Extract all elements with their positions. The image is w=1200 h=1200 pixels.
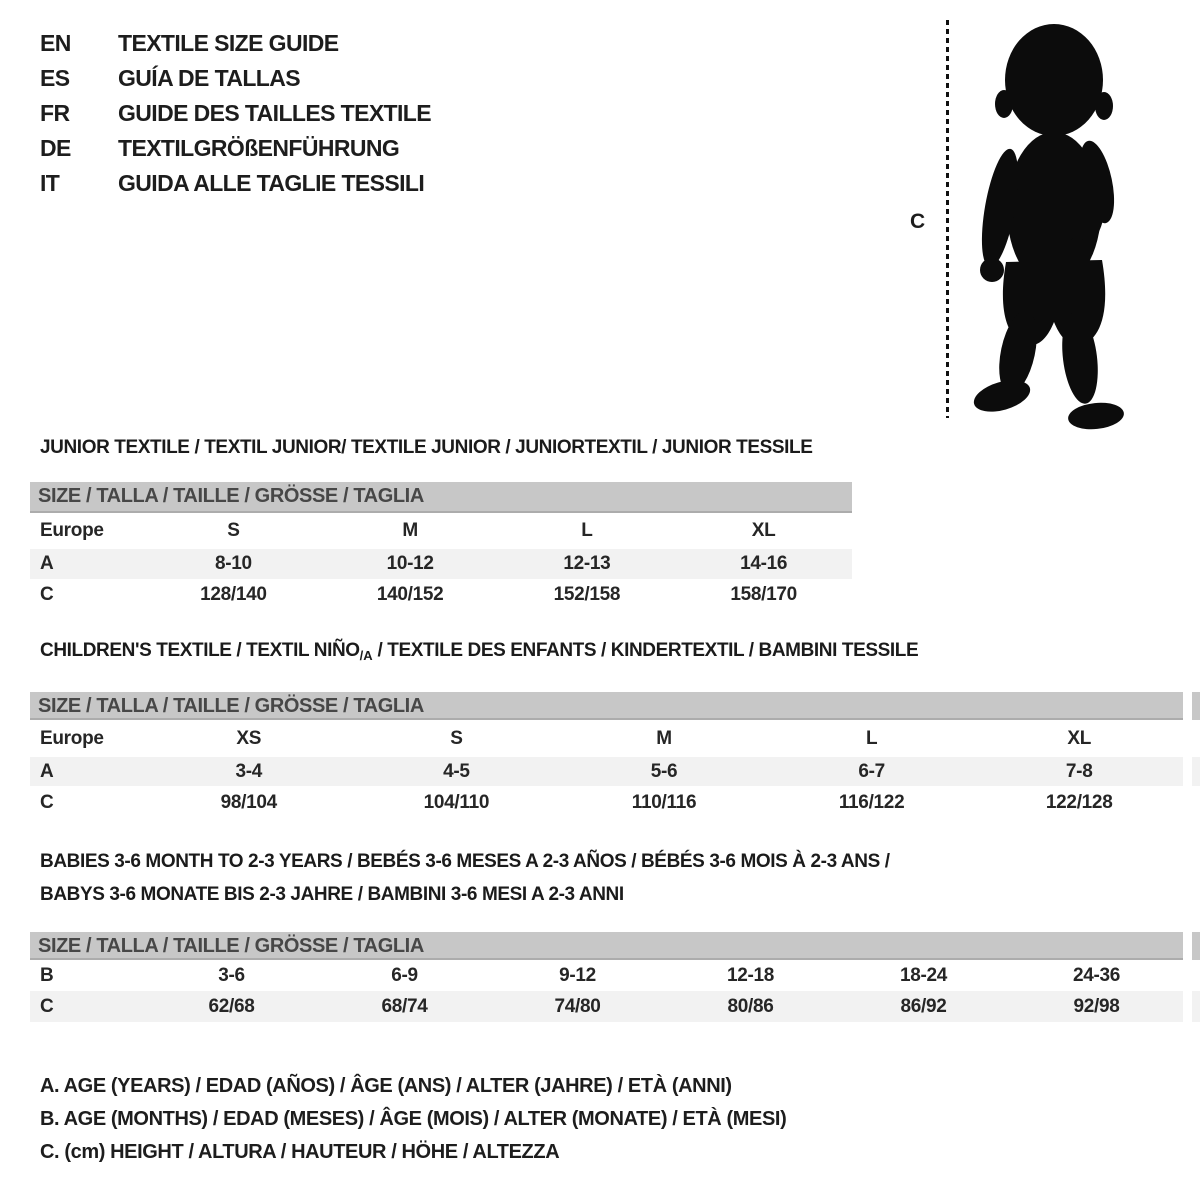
language-row-es [40, 61, 431, 96]
height-measure-line [946, 20, 949, 418]
height-cell: 80/86 [727, 995, 774, 1017]
size-cell: XS [236, 727, 262, 749]
size-cell: XL [751, 520, 776, 541]
month-cell: 18-24 [899, 964, 948, 986]
language-title-block [40, 26, 431, 201]
age-cell: 3-4 [235, 760, 263, 782]
height-cell: 104/110 [423, 792, 490, 813]
size-cell: M [402, 520, 418, 541]
children-section-title [40, 640, 918, 662]
children-title-prefix: CHILDREN'S TEXTILE / TEXTIL NIÑO [40, 640, 360, 661]
size-cell: L [865, 727, 878, 749]
age-cell: 12-13 [563, 553, 611, 574]
table-row-months [30, 960, 1183, 991]
height-cell: 116/122 [838, 792, 905, 813]
language-title: TEXTILGRÖßENFÜHRUNG [118, 135, 400, 161]
row-label: C [40, 792, 54, 813]
month-cell: 9-12 [559, 964, 596, 986]
row-label: Europe [40, 520, 104, 541]
table-row-age [30, 757, 1183, 786]
row-label: B [40, 964, 54, 986]
month-cell: 3-6 [218, 964, 245, 986]
row-label: A [40, 553, 54, 574]
language-row-fr [40, 96, 431, 131]
height-cell: 140/152 [376, 584, 444, 605]
month-cell: 12-18 [726, 964, 775, 986]
size-cell: S [227, 520, 240, 541]
month-cell: 6-9 [391, 964, 418, 986]
height-cell: 128/140 [200, 584, 267, 605]
babies-title-line1: BABIES 3-6 MONTH TO 2-3 YEARS / BEBÉS 3-6 MESES A 2-3 AÑOS / BÉBÉS 3-6 MOIS À 2-3 ANS / [40, 851, 890, 872]
age-cell: 6-7 [858, 760, 885, 782]
language-code: IT [40, 170, 60, 196]
table-edge-fragment [1192, 991, 1200, 1022]
table-edge-fragment [1192, 757, 1200, 786]
junior-section-title: JUNIOR TEXTILE / TEXTIL JUNIOR/ TEXTILE JUNIOR / JUNIORTEXTIL / JUNIOR TESSILE [40, 437, 813, 458]
month-cell: 24-36 [1072, 964, 1121, 986]
size-header-bar: SIZE / TALLA / TAILLE / GRÖSSE / TAGLIA [30, 482, 852, 513]
language-code: DE [40, 135, 71, 161]
legend-line-c: C. (cm) HEIGHT / ALTURA / HAUTEUR / HÖHE / ALTEZZA [40, 1141, 560, 1163]
legend-line-b: B. AGE (MONTHS) / EDAD (MESES) / ÂGE (MOIS) / ALTER (MONATE) / ETÀ (MESI) [40, 1108, 787, 1130]
table-row-europe [30, 720, 1183, 757]
table-edge-fragment [1192, 692, 1200, 720]
language-code: ES [40, 65, 70, 91]
language-code: FR [40, 100, 70, 126]
language-row-en [40, 26, 431, 61]
row-label: Europe [40, 727, 104, 749]
height-cell: 62/68 [208, 995, 255, 1017]
age-cell: 14-16 [740, 553, 788, 574]
babies-section-title [40, 845, 890, 911]
table-row-height [30, 991, 1183, 1022]
height-cell: 74/80 [554, 995, 601, 1017]
height-cell: 158/170 [730, 584, 797, 605]
row-label: A [40, 760, 54, 782]
table-edge-fragment [1192, 932, 1200, 960]
table-row-age [30, 549, 852, 579]
size-cell: M [656, 727, 672, 749]
age-cell: 4-5 [443, 760, 470, 782]
size-header-bar: SIZE / TALLA / TAILLE / GRÖSSE / TAGLIA [30, 692, 1183, 720]
age-cell: 8-10 [214, 553, 252, 574]
language-title: TEXTILE SIZE GUIDE [118, 30, 339, 56]
height-cell: 122/128 [1045, 792, 1113, 813]
language-row-it [40, 166, 431, 201]
row-label: C [40, 584, 54, 605]
age-cell: 10-12 [386, 553, 434, 574]
children-title-sub: /A [359, 648, 373, 663]
size-cell: L [581, 520, 593, 541]
height-cell: 152/158 [553, 584, 621, 605]
height-cell: 92/98 [1073, 995, 1120, 1017]
size-cell: S [450, 727, 463, 749]
height-measure-label: C [910, 210, 926, 233]
language-row-de [40, 131, 431, 166]
babies-title-line2: BABYS 3-6 MONATE BIS 2-3 JAHRE / BAMBINI 3-6 MESI A 2-3 ANNI [40, 884, 624, 905]
babies-size-table [30, 932, 1183, 1022]
height-cell: 110/116 [631, 792, 697, 813]
language-title: GUIDE DES TAILLES TEXTILE [118, 100, 431, 126]
language-title: GUÍA DE TALLAS [118, 65, 300, 91]
legend-line-a: A. AGE (YEARS) / EDAD (AÑOS) / ÂGE (ANS) / ALTER (JAHRE) / ETÀ (ANNI) [40, 1075, 732, 1097]
children-size-table [30, 692, 1183, 820]
language-title: GUIDA ALLE TAGLIE TESSILI [118, 170, 425, 196]
size-cell: XL [1067, 727, 1092, 749]
height-cell: 98/104 [220, 792, 277, 813]
height-cell: 86/92 [900, 995, 947, 1017]
table-row-height [30, 579, 852, 611]
children-title-suffix: / TEXTILE DES ENFANTS / KINDERTEXTIL / BAMBINI TESSILE [372, 640, 919, 661]
language-code: EN [40, 30, 71, 56]
height-cell: 68/74 [381, 995, 428, 1017]
table-row-europe [30, 513, 852, 549]
row-label: C [40, 995, 54, 1017]
table-row-height [30, 786, 1183, 820]
toddler-silhouette-icon [966, 20, 1142, 434]
size-header-bar: SIZE / TALLA / TAILLE / GRÖSSE / TAGLIA [30, 932, 1183, 960]
measure-legend [40, 1070, 786, 1169]
age-cell: 5-6 [650, 760, 678, 782]
age-cell: 7-8 [1065, 760, 1093, 782]
junior-size-table [30, 482, 852, 611]
